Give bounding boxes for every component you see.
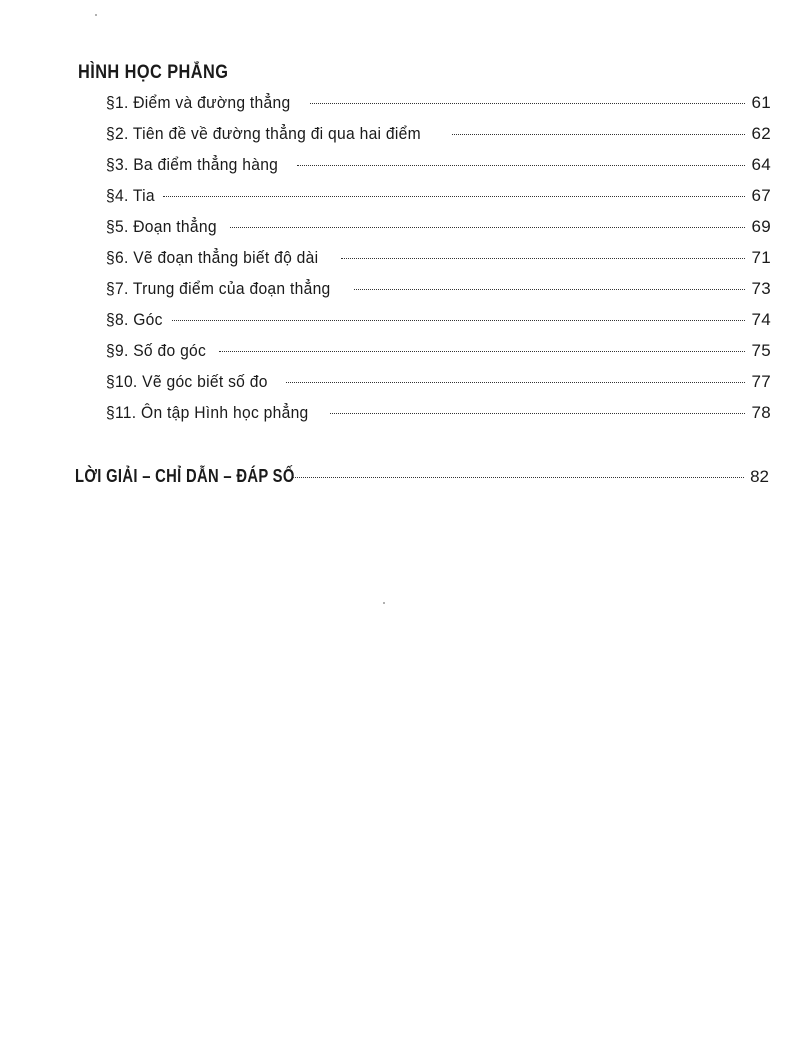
toc-entry[interactable] xyxy=(106,341,771,372)
toc-entry-label: §8. Góc xyxy=(106,310,163,329)
toc-entry-page: 77 xyxy=(751,372,771,391)
toc-entry-page: 62 xyxy=(751,124,771,143)
dot-leader xyxy=(297,165,745,166)
toc-entry[interactable] xyxy=(106,248,771,279)
answers-heading: LỜI GIẢI – CHỈ DẪN – ĐÁP SỐ xyxy=(75,466,295,486)
toc-entry[interactable] xyxy=(106,217,771,248)
toc-entry-label: §5. Đoạn thẳng xyxy=(106,217,217,236)
toc-entry[interactable] xyxy=(106,372,771,403)
toc-entry-page: 71 xyxy=(751,248,771,267)
toc-entry-page: 64 xyxy=(751,155,771,174)
toc-entry-label: §11. Ôn tập Hình học phẳng xyxy=(106,403,309,422)
dot-leader xyxy=(330,413,745,414)
toc-entry[interactable] xyxy=(106,279,771,310)
toc-entry-answers[interactable] xyxy=(75,466,769,494)
toc-list xyxy=(106,93,771,434)
toc-entry-label: §7. Trung điểm của đoạn thẳng xyxy=(106,279,331,298)
dot-leader xyxy=(452,134,745,135)
toc-entry-label: §9. Số đo góc xyxy=(106,341,207,360)
dot-leader xyxy=(230,227,745,228)
toc-entry[interactable] xyxy=(106,124,771,155)
toc-entry-page: 73 xyxy=(751,279,771,298)
toc-entry-label: §3. Ba điểm thẳng hàng xyxy=(106,155,279,174)
toc-entry[interactable] xyxy=(106,155,771,186)
toc-entry-page: 74 xyxy=(751,310,771,329)
toc-entry[interactable] xyxy=(106,310,771,341)
scan-speck xyxy=(95,14,97,16)
toc-entry[interactable] xyxy=(106,93,771,124)
dot-leader xyxy=(219,351,745,352)
dot-leader xyxy=(293,477,744,478)
toc-entry-page: 69 xyxy=(751,217,771,236)
dot-leader xyxy=(172,320,745,321)
toc-entry[interactable] xyxy=(106,186,771,217)
toc-entry-page: 78 xyxy=(751,403,771,422)
toc-entry[interactable] xyxy=(106,403,771,434)
toc-entry-page: 67 xyxy=(751,186,771,205)
dot-leader xyxy=(310,103,745,104)
toc-entry-label: §1. Điểm và đường thẳng xyxy=(106,93,291,112)
dot-leader xyxy=(163,196,745,197)
dot-leader xyxy=(354,289,745,290)
toc-entry-label: §2. Tiên đề về đường thẳng đi qua hai điểm xyxy=(106,124,421,143)
toc-entry-label: §6. Vẽ đoạn thẳng biết độ dài xyxy=(106,248,319,267)
toc-entry-label: §10. Vẽ góc biết số đo xyxy=(106,372,268,391)
toc-entry-label: §4. Tia xyxy=(106,186,155,205)
answers-page: 82 xyxy=(750,467,769,486)
scan-speck xyxy=(383,602,385,604)
section-title: HÌNH HỌC PHẲNG xyxy=(78,62,229,83)
dot-leader xyxy=(341,258,745,259)
toc-entry-page: 75 xyxy=(751,341,771,360)
dot-leader xyxy=(286,382,745,383)
toc-entry-page: 61 xyxy=(751,93,771,112)
